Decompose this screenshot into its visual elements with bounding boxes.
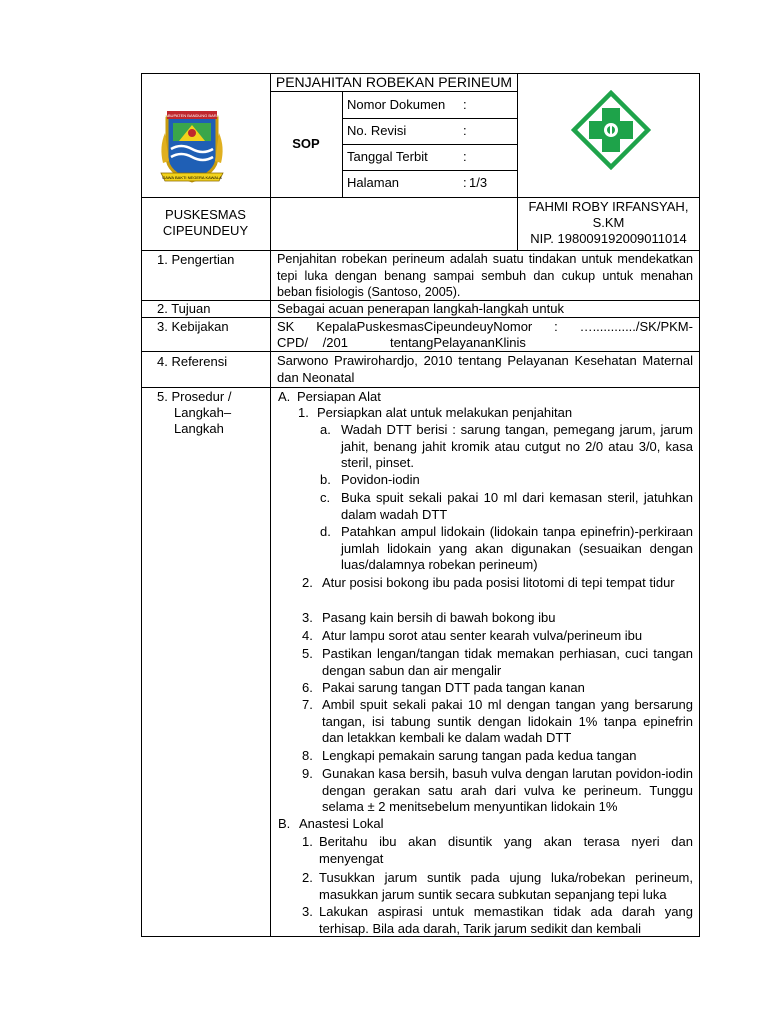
kebijakan-line1 — [277, 319, 693, 336]
step-b3-marker: 3. — [302, 904, 313, 919]
step-b2-marker: 2. — [302, 870, 313, 885]
kebijakan-word: SK — [277, 319, 295, 334]
institution-location: CIPEUNDEUY — [162, 223, 249, 238]
signer-title: S.KM — [592, 215, 625, 230]
field-label: Tanggal Terbit — [347, 149, 428, 164]
subitem-a-marker: a. — [320, 422, 331, 437]
step-a2-text: Atur posisi bokong ibu pada posisi litotomi di tepi tempat tidur — [322, 575, 675, 590]
step-a9-text: Gunakan kasa bersih, basuh vulva dengan larutan povidon-iodin dengan gerakan satu arah dari vulva ke perineum. Tunggu selama ± 2 menitsebelum menyuntikan lidokain 1% — [322, 766, 693, 814]
step-a5-text: Pastikan lengan/tangan tidak memakan perhiasan, cuci tangan dengan sabun dan air mengalir — [322, 646, 693, 678]
field-label: Nomor Dokumen — [347, 97, 446, 112]
kebijakan-word: …............/SK/PKM- — [579, 319, 693, 334]
field-sep: : — [463, 97, 467, 112]
subitem-b-marker: b. — [320, 472, 331, 487]
kebijakan-word: : — [554, 319, 558, 334]
section-a-marker: A. — [278, 389, 291, 404]
logo-text-top: KABUPATEN BANDUNG BARAT — [162, 113, 222, 118]
subitem-c-marker: c. — [320, 490, 331, 505]
pengertian-text: Penjahitan robekan perineum adalah suatu tindakan untuk mendekatkan tepi luka dengan benang sampai sembuh dan cukup untuk menahan beban fisiologis (Santoso, 2005). — [277, 252, 693, 299]
subitem-d-marker: d. — [320, 524, 331, 539]
step-b1-text: Beritahu ibu akan disuntik yang akan terasa nyeri dan menyengat — [319, 834, 693, 866]
step-a1-text: Persiapkan alat untuk melakukan penjahitan — [317, 405, 573, 420]
field-sep: : — [463, 123, 467, 138]
row-label-langkah2: Langkah — [174, 421, 224, 436]
row-label-referensi: 4. Referensi — [157, 354, 228, 369]
section-b-title: Anastesi Lokal — [299, 816, 384, 831]
institution-name: PUSKESMAS — [165, 207, 246, 222]
step-a7-marker: 7. — [302, 697, 313, 712]
step-a3-marker: 3. — [302, 610, 313, 625]
step-a7-text: Ambil spuit sekali pakai 10 ml dengan tangan yang bersarung tangan, isi tabung suntik dengan lidokain 1% tanpa epinefrin dan letakkan kembali ke dalam wadah DTT — [322, 697, 693, 745]
row-label-pengertian: 1. Pengertian — [157, 252, 235, 267]
sop-label: SOP — [292, 136, 320, 151]
step-a6-marker: 6. — [302, 680, 313, 695]
step-a4-marker: 4. — [302, 628, 313, 643]
kebijakan-line2b: tentangPelayananKlinis — [390, 335, 526, 350]
step-a9-marker: 9. — [302, 766, 313, 781]
step-b3-text: Lakukan aspirasi untuk memastikan tidak ada darah yang terhisap. Bila ada darah, Tarik jarum sedikit dan kembali — [319, 904, 693, 936]
row-label-prosedur: 5. Prosedur / — [157, 389, 232, 404]
kebijakan-line2a: CPD/ /201 — [277, 335, 348, 350]
logo-text-bottom: GAWA BAKTI NEGERA KAWALA — [162, 175, 222, 180]
step-b1-marker: 1. — [302, 834, 313, 849]
field-sep: : — [463, 149, 467, 164]
step-a4-text: Atur lampu sorot atau senter kearah vulva/perineum ibu — [322, 628, 643, 643]
row-label-tujuan: 2. Tujuan — [157, 301, 211, 316]
field-label: Halaman — [347, 175, 400, 190]
step-a8-text: Lengkapi pemakain sarung tangan pada kedua tangan — [322, 748, 637, 763]
step-a1-marker: 1. — [298, 405, 309, 420]
step-b3-clip — [280, 903, 698, 936]
tujuan-text: Sebagai acuan penerapan langkah-langkah untuk — [277, 301, 564, 316]
puskesmas-logo — [571, 90, 651, 170]
field-label: No. Revisi — [347, 123, 407, 138]
step-a5-marker: 5. — [302, 646, 313, 661]
row-label-kebijakan: 3. Kebijakan — [157, 319, 229, 334]
step-a6-text: Pakai sarung tangan DTT pada tangan kanan — [322, 680, 585, 695]
document-title: PENJAHITAN ROBEKAN PERINEUM — [275, 74, 513, 90]
field-sep: : — [463, 175, 467, 190]
step-a8-marker: 8. — [302, 748, 313, 763]
subitem-b-text: Povidon-iodin — [341, 472, 420, 487]
kebijakan-word: KepalaPuskesmasCipeundeuyNomor — [316, 319, 533, 334]
row-label-langkah: Langkah– — [174, 405, 232, 420]
field-value: 1/3 — [469, 175, 488, 190]
step-a2-marker: 2. — [302, 575, 313, 590]
section-a-title: Persiapan Alat — [297, 389, 381, 404]
subitem-c-text: Buka spuit sekali pakai 10 ml dari kemasan steril, jatuhkan dalam wadah DTT — [341, 490, 693, 522]
step-b2-text: Tusukkan jarum suntik pada ujung luka/robekan perineum, masukkan jarum suntik secara subkutan sepanjang tepi luka — [319, 870, 693, 902]
subitem-a-text: Wadah DTT berisi : sarung tangan, pemegang jarum, jarum jahit, benang jahit kromik atau cutgut no 2/0 atau 3/0, kasa steril, pinset. — [341, 422, 693, 470]
section-b-marker: B. — [278, 816, 291, 831]
step-a3-text: Pasang kain bersih di bawah bokong ibu — [322, 610, 556, 625]
signer-name: FAHMI ROBY IRFANSYAH, — [528, 199, 689, 214]
regency-logo — [159, 107, 225, 187]
subitem-d-text: Patahkan ampul lidokain (lidokain tanpa epinefrin)-perkiraan jumlah lidokain yang akan digunakan (sesuaikan dengan luas/dalamnya robekan perineum) — [341, 524, 693, 572]
signer-nip: NIP. 198009192009011014 — [530, 231, 687, 246]
referensi-text: Sarwono Prawirohardjo, 2010 tentang Pelayanan Kesehatan Maternal dan Neonatal — [277, 353, 693, 385]
